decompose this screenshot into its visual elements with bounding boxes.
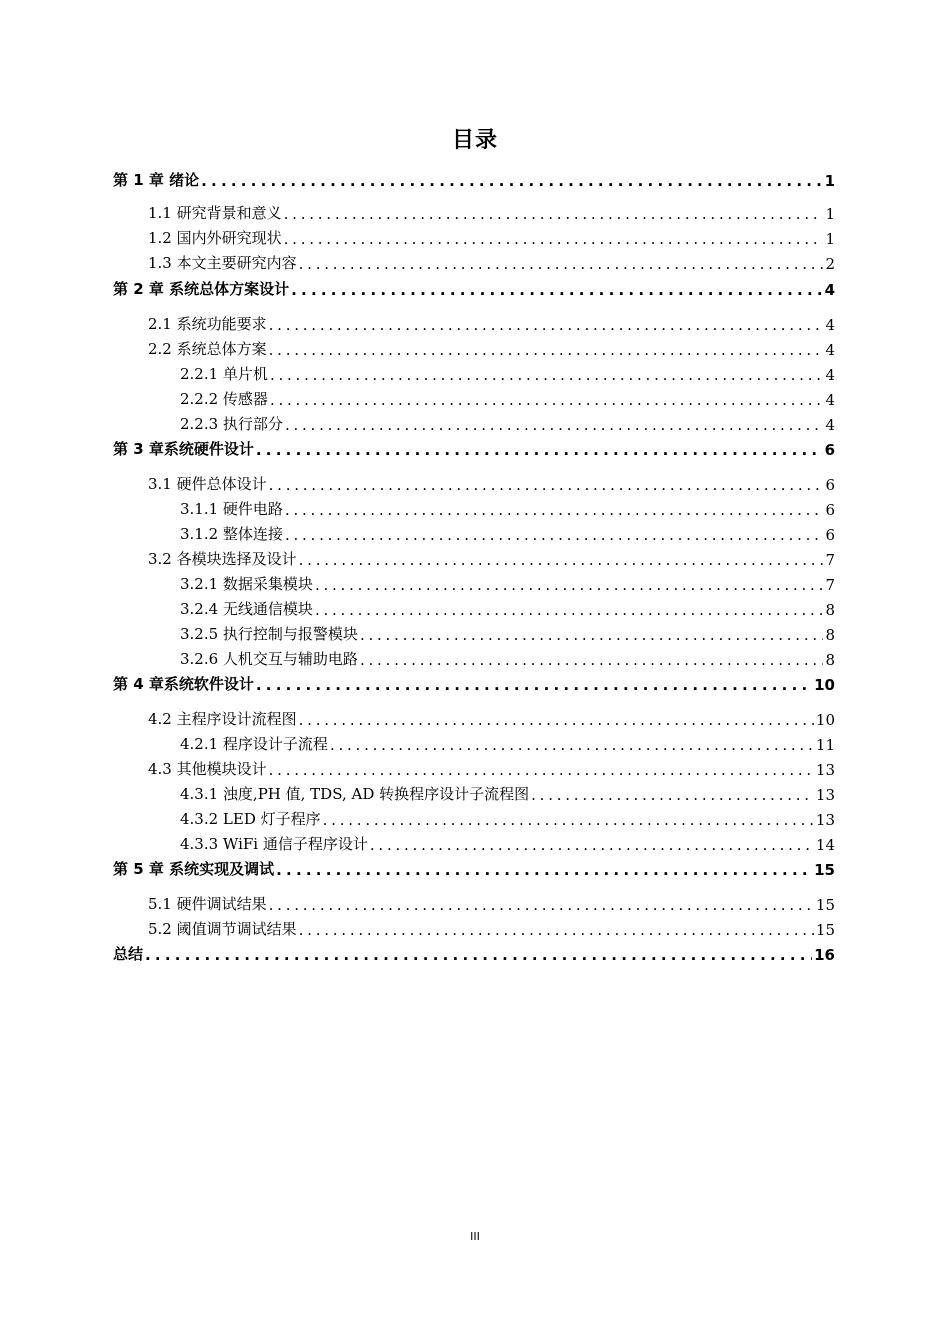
toc-entry-page: 8 bbox=[825, 651, 835, 669]
toc-entry-label: 第 2 章 系统总体方案设计 bbox=[113, 280, 290, 298]
toc-leader-dots bbox=[269, 896, 814, 914]
toc-entry-label: 4.2.1 程序设计子流程 bbox=[180, 735, 328, 753]
toc-entry[interactable] bbox=[0, 387, 950, 409]
toc-entry-label: 3.1.1 硬件电路 bbox=[180, 500, 283, 518]
toc-leader-dots bbox=[284, 205, 824, 223]
toc-leader-dots bbox=[256, 441, 823, 459]
toc-entry-page: 1 bbox=[825, 205, 835, 223]
toc-entry[interactable] bbox=[0, 522, 950, 544]
toc-entry-label: 4.3.3 WiFi 通信子程序设计 bbox=[180, 835, 368, 853]
toc-entry-label: 5.2 阈值调节调试结果 bbox=[148, 920, 297, 938]
toc-entry-label: 第 1 章 绪论 bbox=[113, 171, 200, 189]
toc-entry[interactable] bbox=[0, 572, 950, 594]
toc-entry[interactable] bbox=[0, 917, 950, 939]
toc-entry[interactable] bbox=[0, 807, 950, 829]
toc-leader-dots bbox=[299, 255, 824, 273]
toc-leader-dots bbox=[284, 230, 824, 248]
toc-entry-label: 4.2 主程序设计流程图 bbox=[148, 710, 297, 728]
toc-leader-dots bbox=[256, 676, 812, 694]
toc-entry-page: 15 bbox=[815, 896, 835, 914]
toc-entry-page: 4 bbox=[825, 366, 835, 384]
toc-leader-dots bbox=[285, 526, 824, 544]
toc-entry[interactable] bbox=[0, 622, 950, 644]
toc-entry-page: 13 bbox=[815, 761, 835, 779]
toc-entry[interactable] bbox=[0, 226, 950, 248]
toc-entry-page: 10 bbox=[814, 676, 835, 694]
toc-entry[interactable] bbox=[0, 312, 950, 334]
toc-entry-label: 第 5 章 系统实现及调试 bbox=[113, 860, 275, 878]
toc-entry[interactable] bbox=[0, 892, 950, 914]
toc-entry[interactable] bbox=[0, 857, 950, 879]
toc-entry-page: 7 bbox=[825, 551, 835, 569]
toc-entry-page: 8 bbox=[825, 626, 835, 644]
toc-entry-label: 1.2 国内外研究现状 bbox=[148, 229, 282, 247]
toc-entry[interactable] bbox=[0, 782, 950, 804]
toc-entry[interactable] bbox=[0, 647, 950, 669]
toc-leader-dots bbox=[330, 736, 814, 754]
toc-entry-page: 4 bbox=[825, 416, 835, 434]
toc-leader-dots bbox=[145, 946, 812, 964]
toc-leader-dots bbox=[276, 861, 812, 879]
toc-leader-dots bbox=[270, 391, 824, 409]
toc-entry-label: 3.2.1 数据采集模块 bbox=[180, 575, 313, 593]
toc-entry-label: 总结 bbox=[113, 945, 144, 963]
toc-entry-page: 4 bbox=[824, 281, 835, 299]
toc-entry-label: 5.1 硬件调试结果 bbox=[148, 895, 267, 913]
toc-entry-page: 4 bbox=[825, 341, 835, 359]
toc-entry[interactable] bbox=[0, 497, 950, 519]
toc-entry-page: 2 bbox=[825, 255, 835, 273]
toc-entry[interactable] bbox=[0, 472, 950, 494]
toc-entry[interactable] bbox=[0, 337, 950, 359]
toc-leader-dots bbox=[323, 811, 814, 829]
toc-entry-label: 第 3 章系统硬件设计 bbox=[113, 440, 254, 458]
toc-entry-label: 4.3 其他模块设计 bbox=[148, 760, 267, 778]
toc-entry-page: 6 bbox=[825, 526, 835, 544]
toc-entry-label: 1.1 研究背景和意义 bbox=[148, 204, 282, 222]
toc-leader-dots bbox=[370, 836, 814, 854]
toc-entry[interactable] bbox=[0, 832, 950, 854]
toc-entry-label: 2.2.2 传感器 bbox=[180, 390, 268, 408]
toc-entry-label: 2.2 系统总体方案 bbox=[148, 340, 267, 358]
toc-entry[interactable] bbox=[0, 732, 950, 754]
toc-entry-page: 13 bbox=[815, 786, 835, 804]
toc-leader-dots bbox=[269, 316, 824, 334]
toc-entry-page: 16 bbox=[814, 946, 835, 964]
toc-entry-label: 2.2.1 单片机 bbox=[180, 365, 268, 383]
toc-leader-dots bbox=[299, 921, 814, 939]
toc-entry[interactable] bbox=[0, 547, 950, 569]
toc-entry[interactable] bbox=[0, 707, 950, 729]
toc-entry-label: 1.3 本文主要研究内容 bbox=[148, 254, 297, 272]
toc-leader-dots bbox=[299, 551, 824, 569]
toc-entry-label: 3.2.6 人机交互与辅助电路 bbox=[180, 650, 358, 668]
toc-leader-dots bbox=[315, 601, 824, 619]
toc-entry-label: 4.3.2 LED 灯子程序 bbox=[180, 810, 321, 828]
toc-entry-page: 11 bbox=[815, 736, 835, 754]
toc-leader-dots bbox=[299, 711, 814, 729]
toc-entry-page: 13 bbox=[815, 811, 835, 829]
toc-entry-page: 4 bbox=[825, 316, 835, 334]
toc-leader-dots bbox=[360, 626, 824, 644]
toc-leader-dots bbox=[269, 476, 824, 494]
toc-entry-page: 8 bbox=[825, 601, 835, 619]
toc-entry-label: 4.3.1 浊度,PH 值, TDS, AD 转换程序设计子流程图 bbox=[180, 785, 530, 803]
toc-entry[interactable] bbox=[0, 251, 950, 273]
toc-leader-dots bbox=[201, 172, 822, 190]
toc-leader-dots bbox=[270, 366, 824, 384]
toc-entry-page: 7 bbox=[825, 576, 835, 594]
toc-entry-page: 6 bbox=[825, 501, 835, 519]
toc-entry[interactable] bbox=[0, 437, 950, 459]
toc-entry[interactable] bbox=[0, 757, 950, 779]
toc-entry-page: 10 bbox=[815, 711, 835, 729]
toc-entry-page: 15 bbox=[814, 861, 835, 879]
toc-entry-label: 3.1 硬件总体设计 bbox=[148, 475, 267, 493]
toc-leader-dots bbox=[531, 786, 814, 804]
page-number: III bbox=[470, 1230, 480, 1243]
toc-title: 目录 bbox=[451, 128, 498, 153]
toc-entry[interactable] bbox=[0, 362, 950, 384]
toc-entry-page: 4 bbox=[825, 391, 835, 409]
toc-entry-page: 6 bbox=[824, 441, 835, 459]
toc-entry[interactable] bbox=[0, 201, 950, 223]
toc-leader-dots bbox=[360, 651, 824, 669]
toc-entry[interactable] bbox=[0, 942, 950, 964]
toc-entry-page: 6 bbox=[825, 476, 835, 494]
toc-entry-label: 第 4 章系统软件设计 bbox=[113, 675, 254, 693]
toc-entry-page: 14 bbox=[815, 836, 835, 854]
toc-entry-label: 2.1 系统功能要求 bbox=[148, 315, 267, 333]
toc-leader-dots bbox=[291, 281, 822, 299]
toc-leader-dots bbox=[269, 341, 824, 359]
toc-leader-dots bbox=[285, 416, 824, 434]
toc-entry[interactable] bbox=[0, 672, 950, 694]
toc-leader-dots bbox=[269, 761, 814, 779]
toc-entry-label: 3.2.4 无线通信模块 bbox=[180, 600, 313, 618]
toc-entry[interactable] bbox=[0, 597, 950, 619]
toc-leader-dots bbox=[285, 501, 824, 519]
toc-entry-label: 3.2 各模块选择及设计 bbox=[148, 550, 297, 568]
toc-entry-label: 2.2.3 执行部分 bbox=[180, 415, 283, 433]
toc-entry-label: 3.1.2 整体连接 bbox=[180, 525, 283, 543]
toc-entry[interactable] bbox=[0, 277, 950, 299]
toc-entry-page: 15 bbox=[815, 921, 835, 939]
toc-entry-label: 3.2.5 执行控制与报警模块 bbox=[180, 625, 358, 643]
toc-entry[interactable] bbox=[0, 412, 950, 434]
toc-entry-page: 1 bbox=[824, 172, 835, 190]
toc-leader-dots bbox=[315, 576, 824, 594]
toc-entry-page: 1 bbox=[825, 230, 835, 248]
toc-entry[interactable] bbox=[0, 168, 950, 190]
